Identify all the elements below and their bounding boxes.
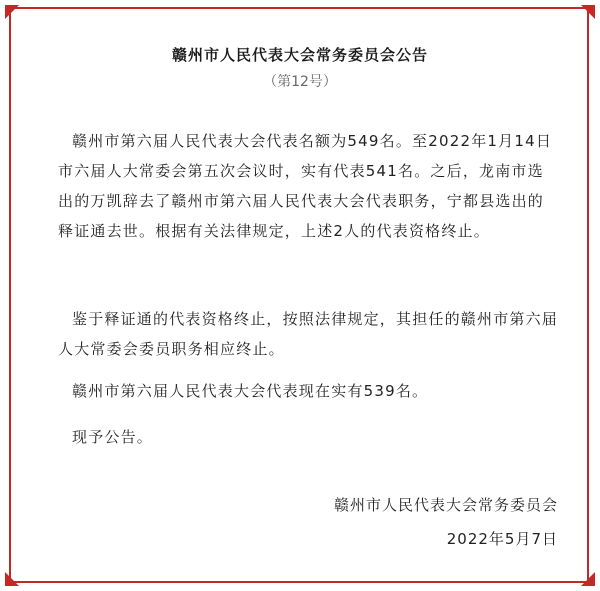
notice-title: 赣州市人民代表大会常务委员会公告 [171,46,428,64]
issue-date: 2022年5月7日 [446,530,558,548]
paragraph-3: 赣州市第六届人民代表大会代表现在实有539名。 [72,382,429,400]
notice-number: （第12号） [263,74,337,90]
corner-ornament-top-right [581,5,595,19]
corner-ornament-bottom-right [581,572,595,586]
paragraph-2: 鉴于释证通的代表资格终止，按照法律规定，其担任的赣州市第六届人大常委会委员职务相应终止。 [58,310,559,358]
paragraph-1: 赣州市第六届人民代表大会代表名额为549名。至2022年1月14日市六届人大常委会第五次会议时，实有代表541名。之后，龙南市选出的万凯辞去了赣州市第六届人民代表大会代表职务，宁都县选出的释证通去世。根据有关法律规定，上述2人的代表资格终止。 [58,132,553,240]
paragraph-4: 现予公告。 [72,428,154,446]
corner-ornament-bottom-left [5,572,19,586]
corner-ornament-top-left [5,5,19,19]
issuer-signature: 赣州市人民代表大会常务委员会 [333,496,558,514]
